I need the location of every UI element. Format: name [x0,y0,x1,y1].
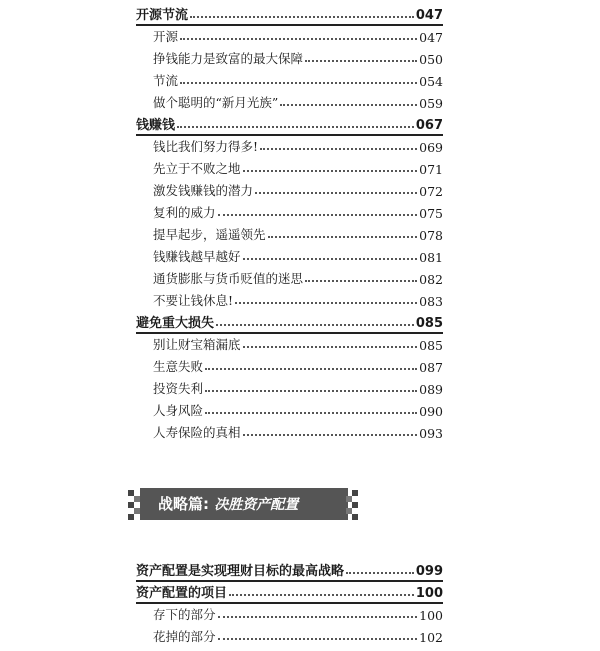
toc-entry-row [153,419,443,441]
toc-entry-row [153,67,443,89]
banner-square [134,508,140,514]
toc-entry-title: 通货膨胀与货币贬值的迷思 [153,271,304,286]
banner-part-label: 战略篇: [158,495,209,513]
toc-page-number: 085 [419,338,443,353]
toc-entry-row [153,243,443,265]
toc-dot-leader [177,126,414,128]
toc-page-number: 089 [419,382,443,397]
toc-dot-leader [180,82,417,84]
banner-square [352,490,358,496]
toc-page-number: 085 [415,316,443,331]
toc-entry-title: 开源节流 [136,8,189,23]
toc-entry-title: 投资失利 [153,381,204,396]
toc-dot-leader [190,16,414,18]
toc-entry-title: 生意失败 [153,359,204,374]
toc-entry-title: 钱赚钱 [136,118,176,133]
toc-entry-row [153,287,443,309]
toc-section-row [136,557,443,579]
toc-entry-row [153,133,443,155]
toc-entry-title: 人身风险 [153,403,204,418]
toc-dot-leader [305,60,417,62]
toc-page-number: 087 [419,360,443,375]
toc-entry-title: 不要让钱休息! [153,293,234,308]
toc-dot-leader [243,346,418,348]
toc-entry-row [153,45,443,67]
toc-dot-leader [229,594,414,596]
toc-entry-row [153,331,443,353]
toc-entry-row [153,155,443,177]
toc-section-row [136,309,443,331]
toc-entry-title: 避免重大损失 [136,316,215,331]
toc-page-number: 102 [419,630,443,645]
toc-page-number: 050 [419,52,443,67]
toc-dot-leader [218,616,418,618]
toc-entry-row [153,623,443,645]
toc-page-number: 047 [419,30,443,45]
toc-entry-title: 别让财宝箱漏底 [153,337,241,352]
toc-entry-title: 挣钱能力是致富的最大保障 [153,51,304,66]
toc-page-number: 069 [419,140,443,155]
toc-entry-title: 花掉的部分 [153,629,216,644]
toc-dot-leader [180,38,417,40]
part-banner [128,485,358,523]
toc-section-row [136,579,443,601]
toc-entry-title: 先立于不败之地 [153,161,241,176]
toc-dot-leader [255,192,417,194]
toc-entry-title: 钱赚钱越早越好 [153,249,241,264]
toc-page-number: 075 [419,206,443,221]
toc-entry-row [153,221,443,243]
toc-page-number: 082 [419,272,443,287]
toc-entry-title: 节流 [153,73,179,88]
toc-dot-leader [346,572,414,574]
toc-dot-leader [218,638,418,640]
banner-square [134,496,140,502]
toc-dot-leader [243,434,418,436]
toc-dot-leader [243,170,418,172]
toc-page-number: 083 [419,294,443,309]
toc-entry-row [153,265,443,287]
toc-page-number: 100 [415,586,443,601]
toc-page-number: 047 [415,8,443,23]
banner-square [128,514,134,520]
toc-dot-leader [235,302,417,304]
toc-section-row [136,111,443,133]
toc-entry-title: 提早起步，遥遥领先 [153,227,266,242]
toc-entry-row [153,23,443,45]
toc-entry-row [153,601,443,623]
toc-dot-leader [218,214,418,216]
toc-dot-leader [205,390,417,392]
toc-page-number: 099 [415,564,443,579]
toc-page-number: 054 [419,74,443,89]
toc-entry-title: 复利的威力 [153,205,216,220]
toc-dot-leader [305,280,417,282]
toc-entry-title: 资产配置的项目 [136,586,228,601]
toc-dot-leader [205,412,417,414]
toc-page-number: 078 [419,228,443,243]
toc-entry-row [153,353,443,375]
toc-entry-row [153,375,443,397]
toc-entry-title: 激发钱赚钱的潜力 [153,183,254,198]
toc-entry-row [153,89,443,111]
toc-entry-title: 存下的部分 [153,607,216,622]
toc-entry-title: 钱比我们努力得多! [153,139,259,154]
toc-entry-title: 开源 [153,29,179,44]
toc-entry-row [153,397,443,419]
toc-dot-leader [243,258,418,260]
toc-page-number: 071 [419,162,443,177]
banner-square [352,502,358,508]
toc-entry-row [153,177,443,199]
toc-page-number: 100 [419,608,443,623]
toc-page-number: 059 [419,96,443,111]
toc-dot-leader [216,324,414,326]
toc-dot-leader [268,236,418,238]
toc-page-number: 081 [419,250,443,265]
toc-dot-leader [260,148,417,150]
toc-section-row [136,1,443,23]
toc-entry-row [153,199,443,221]
banner-part-title: 决胜资产配置 [214,497,299,513]
toc-dot-leader [205,368,417,370]
toc-page-number: 072 [419,184,443,199]
toc-entry-title: 做个聪明的“新月光族” [153,95,279,110]
toc-page-number: 090 [419,404,443,419]
toc-page-number: 093 [419,426,443,441]
toc-page-number: 067 [415,118,443,133]
toc-entry-title: 资产配置是实现理财目标的最高战略 [136,564,345,579]
toc-dot-leader [280,104,417,106]
banner-title [158,488,298,520]
banner-square [352,514,358,520]
toc-entry-title: 人寿保险的真相 [153,425,241,440]
